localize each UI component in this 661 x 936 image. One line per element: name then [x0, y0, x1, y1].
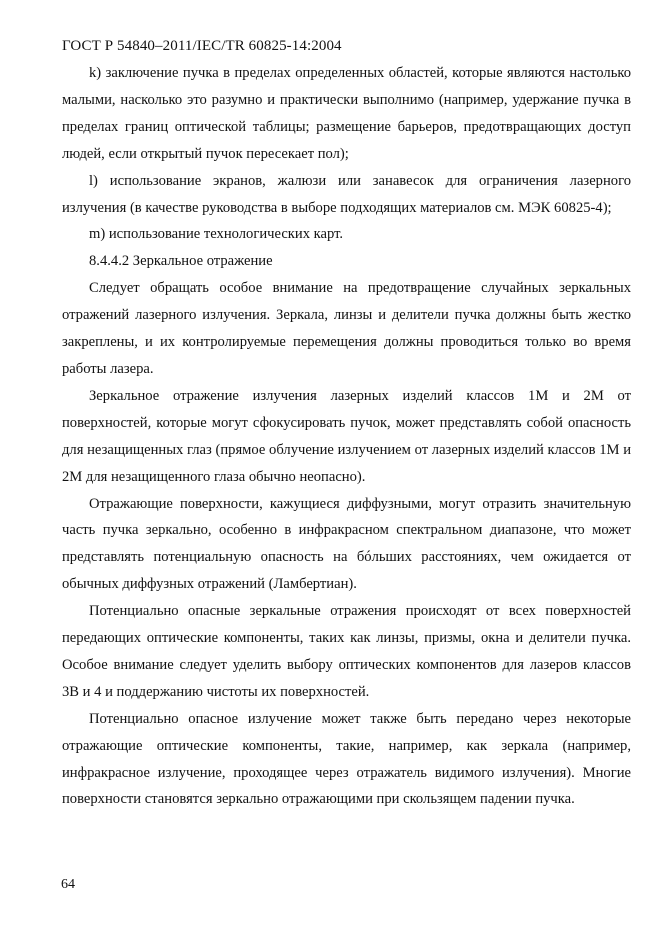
list-item-k: k) заключение пучка в пределах определенных областей, которые являются настолько малыми, насколько это разумно и практически выполнимо (например, удержание пучка в пределах границ оптической таблицы; размещение барьеров, предотвращающих доступ людей, если открытый пучок пересекает пол);	[62, 65, 631, 162]
paragraph: Следует обращать особое внимание на предотвращение случайных зеркальных отражений лазерного излучения. Зеркала, линзы и делители пучка должны быть жестко закреплены, и их контролируемые перемещения должны проводиться только во время работы лазера.	[62, 280, 631, 377]
document-body	[62, 60, 631, 813]
list-item-m: m) использование технологических карт.	[89, 226, 344, 243]
list-item-l: l) использование экранов, жалюзи или занавесок для ограничения лазерного излучения (в качестве руководства в выборе подходящих материалов см. МЭК 60825-4);	[62, 172, 631, 216]
paragraph: Потенциально опасное излучение может также быть передано через некоторые отражающие оптические компоненты, такие, например, как зеркала (например, инфракрасное излучение, проходящее через отражатель видимого излучения). Многие поверхности становятся зеркально отражающими при скользящем падении пучка.	[62, 710, 631, 808]
document-header: ГОСТ Р 54840–2011/IEC/TR 60825-14:2004	[62, 38, 342, 54]
paragraph: Потенциально опасные зеркальные отражения происходят от всех поверхностей передающих оптические компоненты, таких как линзы, призмы, окна и делители пучка. Особое внимание следует уделить выбору оптических компонентов для лазеров классов 3В и 4 и поддержанию чистоты их поверхностей.	[62, 603, 631, 700]
paragraph: Отражающие поверхности, кажущиеся диффузными, могут отразить значительную часть пучка зеркально, особенно в инфракрасном спектральном диапазоне, что может представлять потенциальную опасность на бóльших расстояниях, чем ожидается от обычных диффузных отражений (Ламбертиан).	[62, 495, 631, 593]
page-number: 64	[61, 877, 75, 892]
section-heading: 8.4.4.2 Зеркальное отражение	[89, 253, 273, 270]
paragraph: Зеркальное отражение излучения лазерных изделий классов 1М и 2М от поверхностей, которые могут сфокусировать пучок, может представлять собой опасность для незащищенных глаз (прямое облучение излучением от лазерных изделий классов 1М и 2М для незащищенного глаза обычно неопасно).	[62, 387, 631, 485]
